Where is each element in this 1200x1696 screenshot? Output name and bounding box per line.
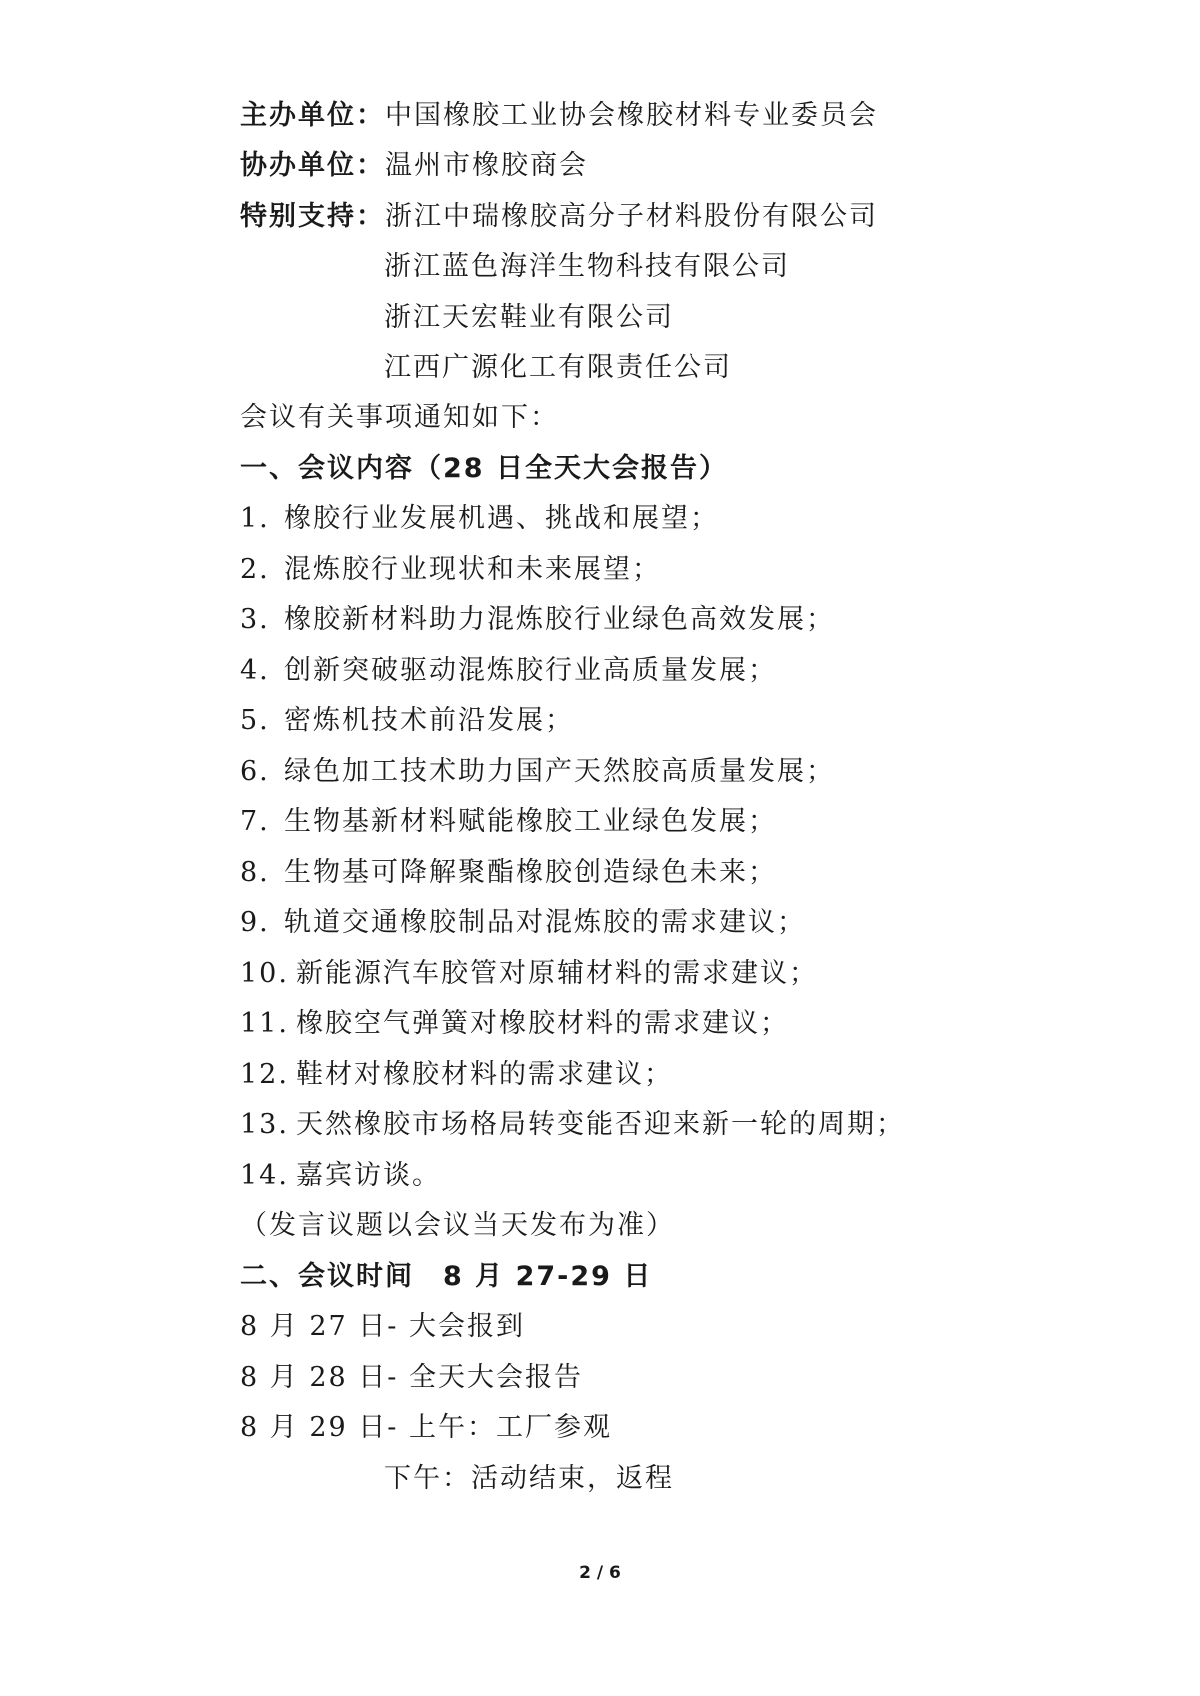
list-item <box>240 703 574 739</box>
co-host-value: 温州市橡胶商会 <box>385 150 588 181</box>
item-number: 3. <box>240 604 270 635</box>
schedule-text: 全天大会报告 <box>409 1362 583 1393</box>
item-text: 鞋材对橡胶材料的需求建议； <box>296 1059 673 1090</box>
item-number: 9. <box>240 907 270 938</box>
item-text: 轨道交通橡胶制品对混炼胶的需求建议； <box>284 907 806 938</box>
item-number: 14. <box>240 1160 289 1191</box>
list-item <box>240 653 777 689</box>
list-item <box>240 956 818 992</box>
item-text: 新能源汽车胶管对原辅材料的需求建议； <box>296 958 818 989</box>
list-item <box>240 1006 789 1042</box>
item-text: 嘉宾访谈。 <box>296 1160 441 1191</box>
item-number: 10. <box>240 958 289 989</box>
schedule-date: 8 月 27 日- <box>240 1311 399 1342</box>
schedule-row <box>240 1360 583 1396</box>
item-number: 2. <box>240 554 270 585</box>
item-text: 混炼胶行业现状和未来展望； <box>284 554 661 585</box>
item-number: 5. <box>240 705 270 736</box>
list-item <box>240 1107 905 1143</box>
item-number: 8. <box>240 857 270 888</box>
page-number: 2 / 6 <box>579 1563 621 1583</box>
item-text: 橡胶行业发展机遇、挑战和展望； <box>284 503 719 534</box>
support-company-4: 江西广源化工有限责任公司 <box>384 352 732 383</box>
support-company-3: 浙江天宏鞋业有限公司 <box>384 302 674 333</box>
schedule-text: 大会报到 <box>409 1311 525 1342</box>
item-text: 生物基可降解聚酯橡胶创造绿色未来； <box>284 857 777 888</box>
list-item <box>240 855 777 891</box>
schedule-date: 8 月 28 日- <box>240 1362 399 1393</box>
schedule-row <box>240 1410 612 1446</box>
item-number: 7. <box>240 806 270 837</box>
item-text: 天然橡胶市场格局转变能否迎来新一轮的周期； <box>296 1109 905 1140</box>
section-2-heading: 二、会议时间 8 月 27-29 日 <box>240 1261 653 1292</box>
host-row <box>240 98 878 134</box>
support-label: 特别支持： <box>240 201 385 232</box>
item-text: 生物基新材料赋能橡胶工业绿色发展； <box>284 806 777 837</box>
support-company-2: 浙江蓝色海洋生物科技有限公司 <box>384 251 790 282</box>
list-item <box>240 804 777 840</box>
list-item <box>240 754 835 790</box>
host-label: 主办单位： <box>240 100 385 131</box>
list-item <box>240 552 661 588</box>
item-number: 11. <box>240 1008 289 1039</box>
item-text: 绿色加工技术助力国产天然胶高质量发展； <box>284 756 835 787</box>
item-text: 橡胶空气弹簧对橡胶材料的需求建议； <box>296 1008 789 1039</box>
schedule-continuation: 下午：活动结束，返程 <box>384 1463 674 1494</box>
item-text: 橡胶新材料助力混炼胶行业绿色高效发展； <box>284 604 835 635</box>
item-number: 1. <box>240 503 270 534</box>
support-row <box>240 199 878 235</box>
list-item <box>240 1158 441 1194</box>
co-host-row <box>240 148 588 184</box>
list-item <box>240 905 806 941</box>
item-text: 密炼机技术前沿发展； <box>284 705 574 736</box>
schedule-date: 8 月 29 日- <box>240 1412 399 1443</box>
section-1-heading: 一、会议内容（28 日全天大会报告） <box>240 453 728 484</box>
co-host-label: 协办单位： <box>240 150 385 181</box>
item-number: 12. <box>240 1059 289 1090</box>
item-text: 创新突破驱动混炼胶行业高质量发展； <box>284 655 777 686</box>
agenda-note: （发言议题以会议当天发布为准） <box>240 1210 675 1241</box>
item-number: 6. <box>240 756 270 787</box>
support-company-1: 浙江中瑞橡胶高分子材料股份有限公司 <box>385 201 878 232</box>
item-number: 4. <box>240 655 270 686</box>
schedule-row <box>240 1309 525 1345</box>
item-number: 13. <box>240 1109 289 1140</box>
host-value: 中国橡胶工业协会橡胶材料专业委员会 <box>385 100 878 131</box>
schedule-text: 上午：工厂参观 <box>409 1412 612 1443</box>
list-item <box>240 501 719 537</box>
list-item <box>240 1057 673 1093</box>
list-item <box>240 602 835 638</box>
intro-text: 会议有关事项通知如下： <box>240 402 559 433</box>
